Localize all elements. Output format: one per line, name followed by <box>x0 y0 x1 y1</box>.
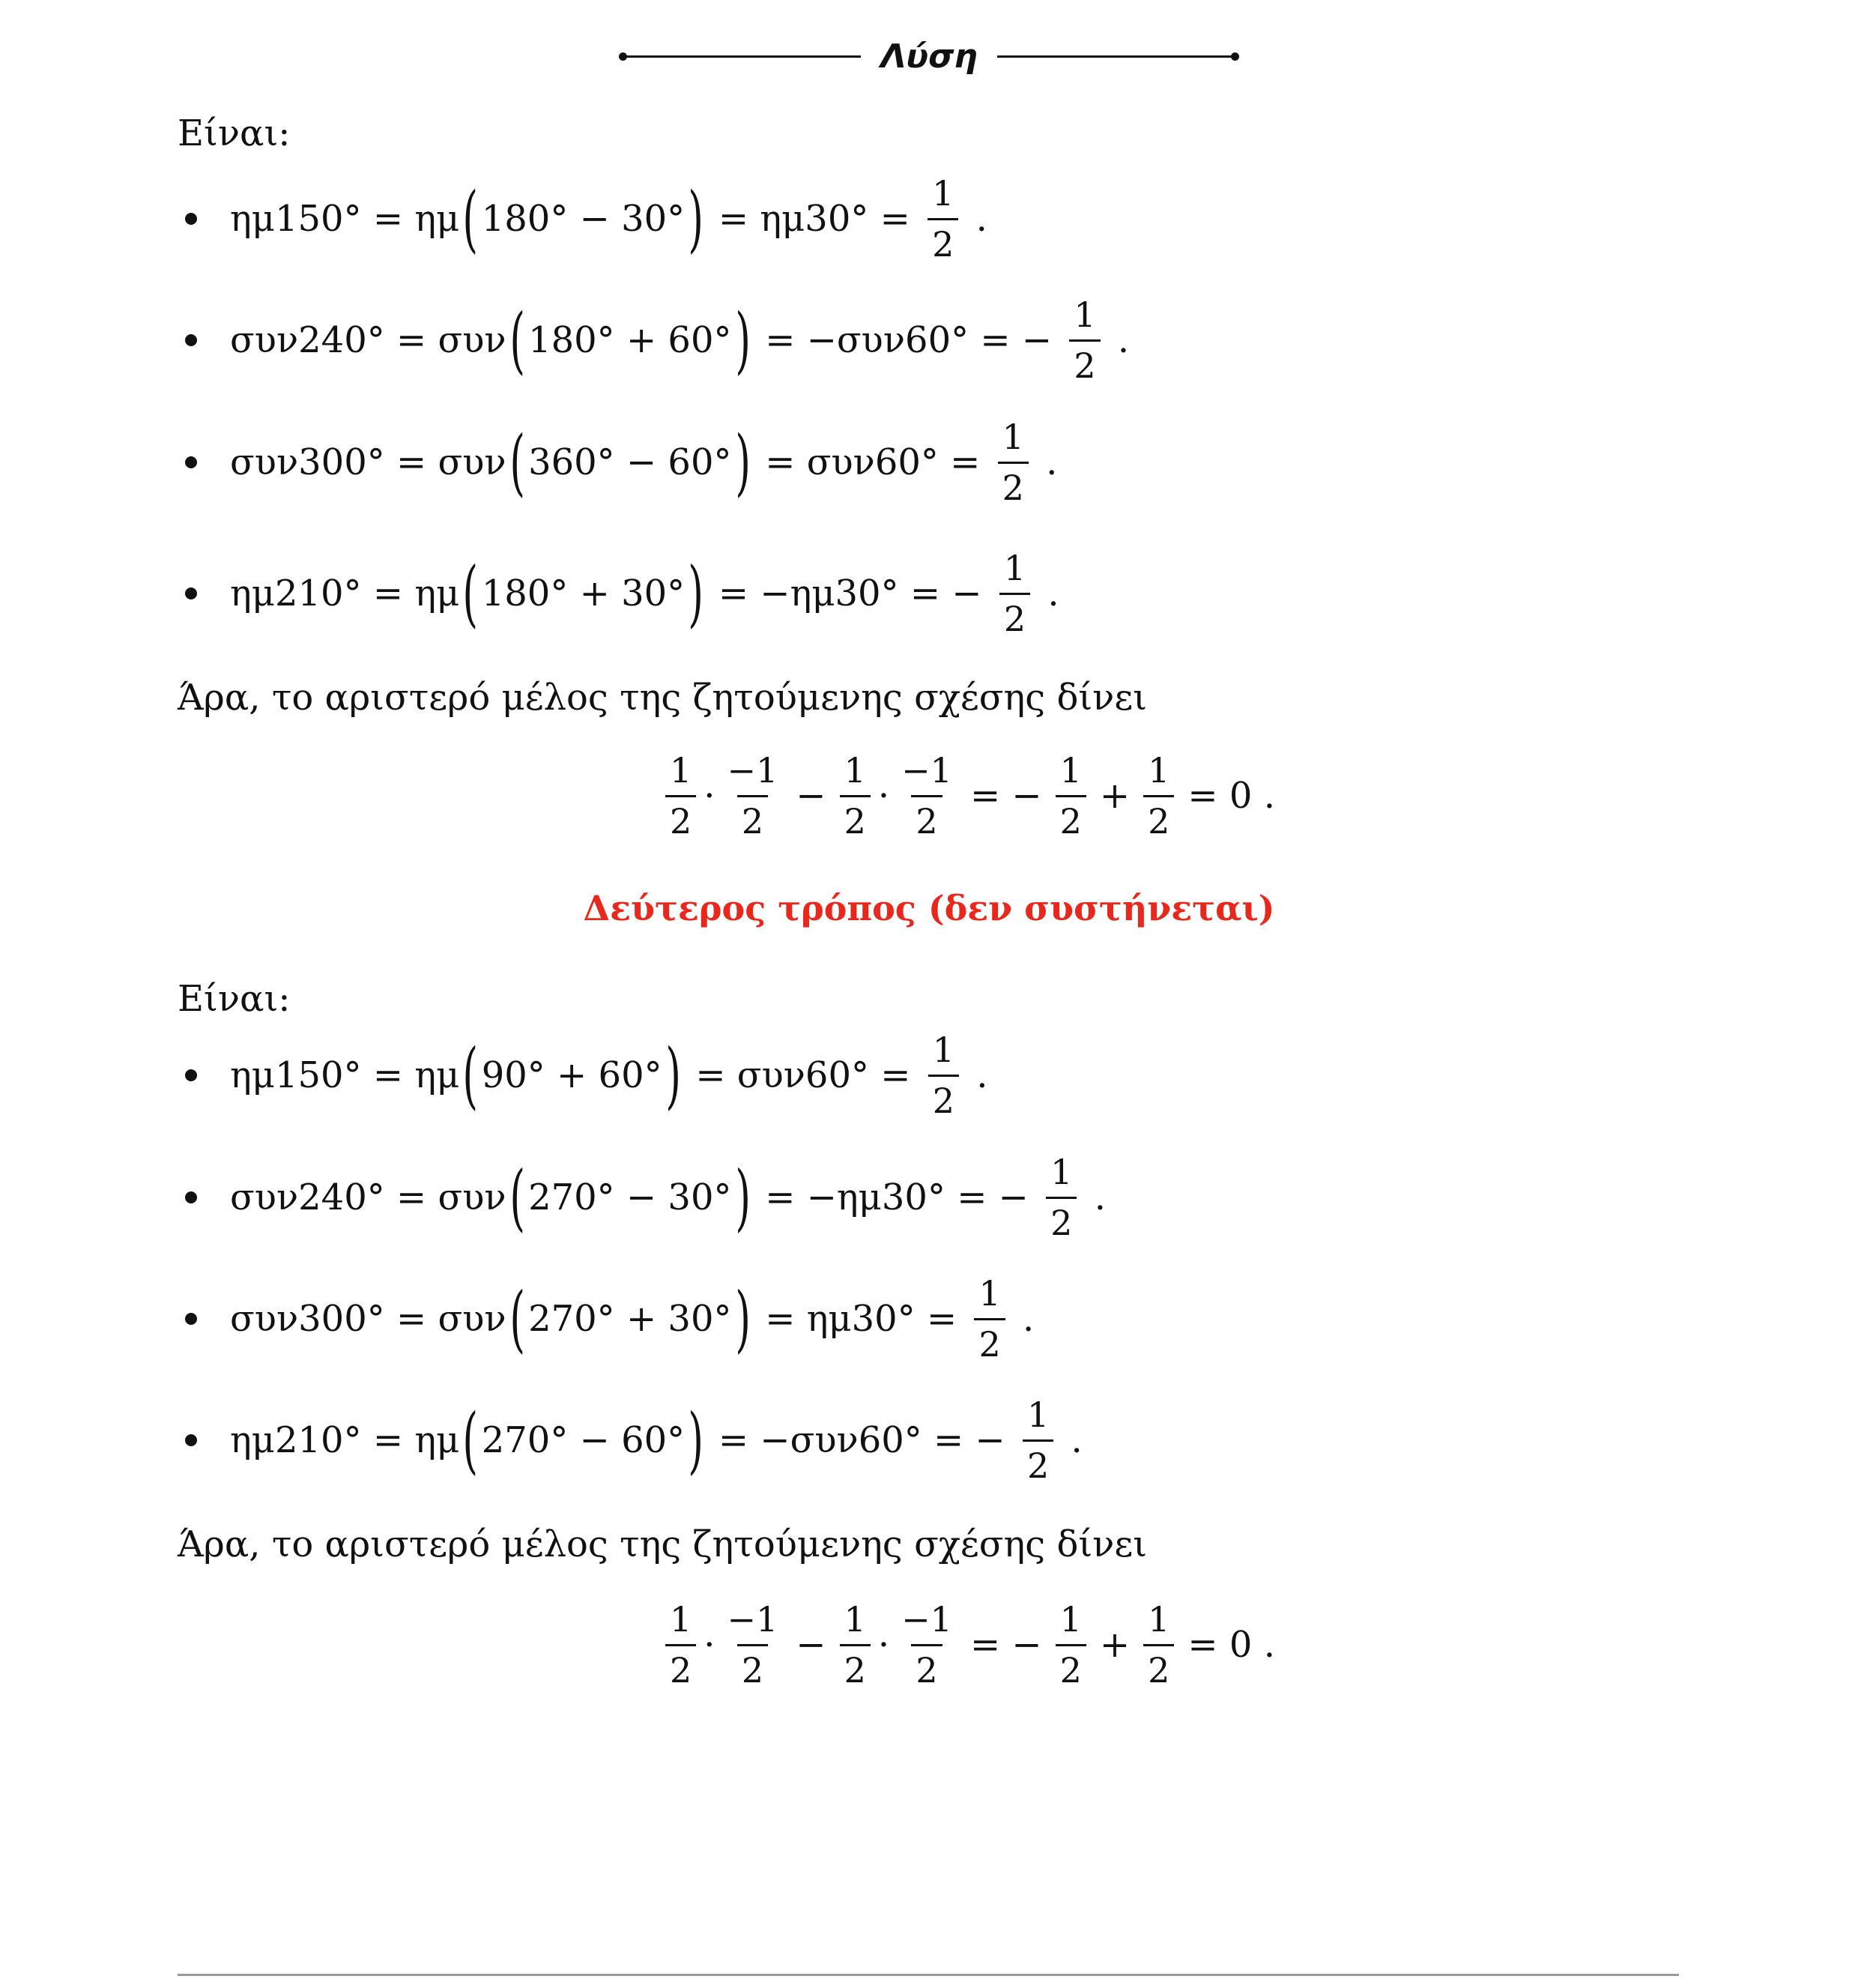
section2-item-2 <box>178 1149 1106 1246</box>
fraction: $\frac{1}{2}$ <box>665 1600 696 1691</box>
fraction: $\frac{1}{2}$ <box>665 751 696 842</box>
expr-tail: . <box>1034 441 1058 483</box>
expr-arg: 90° + 60° <box>481 1054 662 1096</box>
expr-func: ° = συν <box>366 441 506 483</box>
fraction: $\frac{1}{2}$ <box>928 1030 959 1121</box>
expr-lhs: συν240 <box>230 1176 367 1218</box>
method2-title: Δεύτερος τρόπος (δεν συστήνεται) <box>583 888 1275 928</box>
header-rule-left <box>622 55 861 58</box>
expr-func: ° = συν <box>366 1176 506 1218</box>
fraction: $\frac{1}{2}$ <box>1143 1600 1174 1691</box>
fraction: $\frac{-1}{2}$ <box>901 1598 952 1691</box>
left-paren: ( <box>509 1155 525 1239</box>
expr-arg: 270° − 30° <box>528 1176 732 1218</box>
expr-lhs: συν300 <box>230 1298 367 1340</box>
expr-tail: . <box>1036 572 1059 614</box>
expr-func: ° = ημ <box>343 572 460 614</box>
left-paren: ( <box>509 1277 525 1361</box>
fraction: $\frac{1}{2}$ <box>1056 1600 1086 1691</box>
section1-intro: Είναι: <box>178 112 291 154</box>
expr-func: ° = συν <box>366 319 506 361</box>
right-paren: ) <box>734 1277 751 1361</box>
expr-tail: . <box>1011 1298 1035 1340</box>
expr-result: = −ημ30° = <box>706 572 952 614</box>
header-title: Λύση <box>880 37 978 76</box>
fraction: $\frac{1}{2}$ <box>999 549 1030 639</box>
expr-sign: − <box>975 1419 1017 1461</box>
expr-result: = −ημ30° = <box>753 1176 999 1218</box>
expr-result: = −συν60° = <box>753 319 1022 361</box>
right-paren: ) <box>688 1398 704 1482</box>
cdot: · <box>703 1624 715 1666</box>
solution-header <box>622 30 1236 82</box>
expr-lhs: συν240 <box>230 319 367 361</box>
expr-lhs: συν300 <box>230 441 367 483</box>
expr-arg: 180° − 30° <box>481 198 686 240</box>
expr-func: ° = ημ <box>343 198 460 240</box>
right-paren: ) <box>665 1033 681 1117</box>
expr-func: ° = ημ <box>343 1419 460 1461</box>
section1-item-1 <box>178 170 987 268</box>
section2-item-1 <box>178 1027 988 1124</box>
expr-lhs: ημ150 <box>230 1054 344 1096</box>
bullet-icon <box>185 334 197 346</box>
expr-func: ° = συν <box>366 1298 506 1340</box>
fraction: $\frac{-1}{2}$ <box>727 749 778 842</box>
expr-result: = συν60° = <box>753 441 992 483</box>
cdot: · <box>877 1624 890 1666</box>
expr-tail: . <box>1083 1176 1106 1218</box>
equation-result: = 0 . <box>1187 775 1275 817</box>
fraction: $\frac{1}{2}$ <box>998 417 1029 508</box>
section1-item-3 <box>178 414 1057 511</box>
right-paren: ) <box>734 298 751 382</box>
expr-sign: − <box>998 1176 1041 1218</box>
right-paren: ) <box>688 552 704 635</box>
minus-sign: − <box>796 775 826 817</box>
expr-lhs: ημ150 <box>230 198 344 240</box>
left-paren: ( <box>509 420 525 504</box>
expr-result: = −συν60° = <box>706 1419 975 1461</box>
minus-sign: − <box>796 1624 826 1666</box>
expr-result: = συν60° = <box>684 1054 922 1096</box>
section2-intro: Είναι: <box>178 978 291 1020</box>
fraction: $\frac{1}{2}$ <box>1046 1152 1077 1243</box>
left-paren: ( <box>462 552 479 635</box>
expr-arg: 360° − 60° <box>528 441 732 483</box>
left-paren: ( <box>462 1398 479 1482</box>
section1-equation <box>659 747 1283 845</box>
left-paren: ( <box>509 298 525 382</box>
section1-conclusion: Άρα, το αριστερό μέλος της ζητούμενης σχέσης δίνει <box>178 677 1148 719</box>
expr-arg: 180° + 30° <box>481 572 686 614</box>
equals-minus: = − <box>969 1624 1042 1666</box>
fraction: $\frac{1}{2}$ <box>1143 751 1174 842</box>
fraction: $\frac{1}{2}$ <box>928 174 958 265</box>
header-rule-right <box>997 55 1236 58</box>
expr-arg: 180° + 60° <box>528 319 732 361</box>
expr-tail: . <box>965 1054 988 1096</box>
section2-item-3 <box>178 1270 1034 1368</box>
equation-result: = 0 . <box>1187 1624 1275 1666</box>
expr-tail: . <box>1059 1419 1083 1461</box>
fraction: $\frac{1}{2}$ <box>974 1274 1005 1365</box>
plus-sign: + <box>1099 1624 1131 1666</box>
plus-sign: + <box>1099 775 1131 817</box>
bullet-icon <box>185 1434 197 1446</box>
footer-rule <box>178 1974 1679 1976</box>
fraction: $\frac{1}{2}$ <box>840 1600 871 1691</box>
bullet-icon <box>185 213 197 225</box>
expr-tail: . <box>964 198 987 240</box>
right-paren: ) <box>688 177 704 261</box>
expr-arg: 270° + 30° <box>528 1298 732 1340</box>
expr-func: ° = ημ <box>343 1054 460 1096</box>
fraction: $\frac{1}{2}$ <box>840 751 871 842</box>
section1-item-4 <box>178 545 1059 642</box>
left-paren: ( <box>462 1033 479 1117</box>
cdot: · <box>703 775 715 817</box>
fraction: $\frac{-1}{2}$ <box>727 1598 778 1691</box>
right-paren: ) <box>734 1155 751 1239</box>
bullet-icon <box>185 456 197 468</box>
fraction: $\frac{-1}{2}$ <box>901 749 952 842</box>
left-paren: ( <box>462 177 479 261</box>
cdot: · <box>877 775 890 817</box>
expr-lhs: ημ210 <box>230 1419 344 1461</box>
bullet-icon <box>185 1313 197 1325</box>
equals-minus: = − <box>969 775 1042 817</box>
expr-lhs: ημ210 <box>230 572 344 614</box>
expr-sign: − <box>1021 319 1064 361</box>
section2-equation <box>659 1596 1283 1694</box>
expr-sign: − <box>951 572 993 614</box>
bullet-icon <box>185 587 197 599</box>
fraction: $\frac{1}{2}$ <box>1023 1395 1053 1486</box>
bullet-icon <box>185 1069 197 1081</box>
expr-result: = ημ30° = <box>753 1298 969 1340</box>
fraction: $\frac{1}{2}$ <box>1069 295 1100 386</box>
section2-item-4 <box>178 1392 1083 1489</box>
bullet-icon <box>185 1191 197 1203</box>
expr-result: = ημ30° = <box>706 198 922 240</box>
section2-conclusion: Άρα, το αριστερό μέλος της ζητούμενης σχέσης δίνει <box>178 1523 1148 1565</box>
expr-arg: 270° − 60° <box>481 1419 686 1461</box>
expr-tail: . <box>1106 319 1130 361</box>
fraction: $\frac{1}{2}$ <box>1056 751 1086 842</box>
right-paren: ) <box>734 420 751 504</box>
section1-item-2 <box>178 291 1129 389</box>
